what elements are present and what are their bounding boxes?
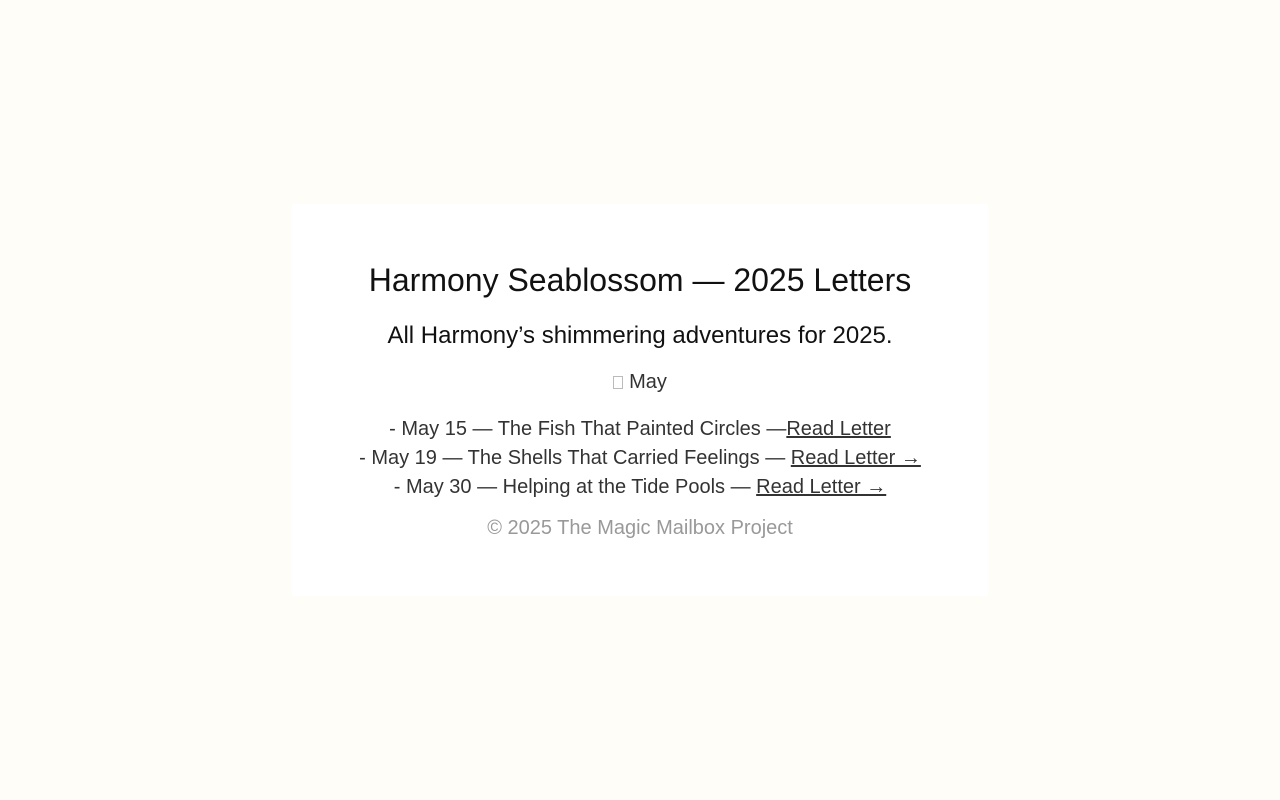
letter-entry-text: - May 19 — The Shells That Carried Feelings — (359, 447, 791, 469)
month-heading (292, 370, 988, 394)
read-letter-link[interactable]: Read Letter → (756, 476, 887, 498)
calendar-icon (613, 376, 623, 389)
letter-entry-text: - May 15 — The Fish That Painted Circles — (389, 418, 787, 440)
letters-card (292, 204, 988, 596)
read-letter-link[interactable]: Read Letter (786, 418, 891, 440)
read-letter-link[interactable]: Read Letter → (790, 447, 921, 469)
page-subtitle: All Harmony’s shimmering adventures for 2025. (387, 322, 893, 349)
list-item (292, 415, 988, 444)
list-item (292, 473, 988, 502)
letter-entry-text: - May 30 — Helping at the Tide Pools — (393, 476, 757, 498)
letter-list (292, 415, 988, 502)
month-label: May (629, 371, 667, 393)
footer-copyright: © 2025 The Magic Mailbox Project (487, 517, 793, 539)
list-item (292, 444, 988, 473)
page-title: Harmony Seablossom — 2025 Letters (368, 262, 912, 298)
